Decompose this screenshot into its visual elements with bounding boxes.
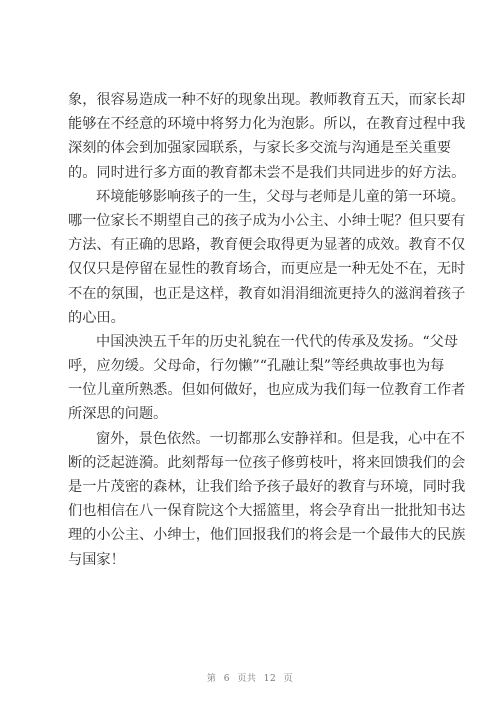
text-line: 仅仅只是停留在显性的教育场合，而更应是一种无处不在，无时 <box>68 261 466 278</box>
text-line: 方法、有正确的思路，教育便会取得更为显著的成效。教育不仅 <box>68 237 466 254</box>
current-page-number: 6 <box>223 674 230 684</box>
page-label-suffix: 页 <box>283 674 294 684</box>
page-label-mid: 页共 <box>237 674 257 684</box>
page-footer <box>0 671 500 684</box>
text-line: 能够在不经意的环境中将努力化为泡影。所以，在教育过程中我 <box>68 116 466 133</box>
text-line: 窗外，景色依然。一切都那么安静祥和。但是我，心中在不 <box>96 430 465 447</box>
paragraph <box>68 427 466 572</box>
body-text <box>68 88 466 572</box>
text-line: 断的泛起涟漪。此刻帮每一位孩子修剪枝叶，将来回馈我们的会 <box>68 454 466 471</box>
text-line: 呼，应勿缓。父母命，行勿懒”“孔融让梨”等经典故事也为每 <box>68 358 445 375</box>
text-line: 一位儿童所熟悉。但如何做好，也应成为我们每一位教育工作者 <box>68 382 466 399</box>
page-label-prefix: 第 <box>206 674 217 684</box>
text-line: 哪一位家长不期望自己的孩子成为小公主、小绅士呢？但只要有 <box>68 212 466 229</box>
text-line: 中国泱泱五千年的历史礼貌在一代代的传承及发扬。“父母 <box>96 333 458 350</box>
text-line: 与国家！ <box>68 551 125 568</box>
text-line: 所深思的问题。 <box>68 406 168 423</box>
total-pages-number: 12 <box>263 674 277 684</box>
text-line: 是一片茂密的森林，让我们给予孩子最好的教育与环境，同时我 <box>68 479 466 495</box>
text-line: 理的小公主、小绅士，他们回报我们的将会是一个最伟大的民族 <box>68 527 466 544</box>
paragraph <box>68 88 466 185</box>
text-line: 象，很容易造成一种不好的现象出现。教师教育五天，而家长却 <box>68 92 466 108</box>
text-line: 不在的氛围，也正是这样，教育如涓涓细流更持久的滋润着孩子 <box>68 285 466 302</box>
text-line: 深刻的体会到加强家园联系，与家长多交流与沟通是至关重要 <box>68 140 452 157</box>
paragraph <box>68 185 466 330</box>
text-line: 环境能够影响孩子的一生，父母与老师是儿童的第一环境。 <box>96 188 465 205</box>
paragraph <box>68 330 466 427</box>
text-line: 的心田。 <box>68 309 125 326</box>
text-line: 们也相信在八一保育院这个大摇篮里，将会孕育出一批批知书达 <box>68 503 466 520</box>
text-line: 的。同时进行多方面的教育都未尝不是我们共同进步的好方法。 <box>68 164 466 181</box>
